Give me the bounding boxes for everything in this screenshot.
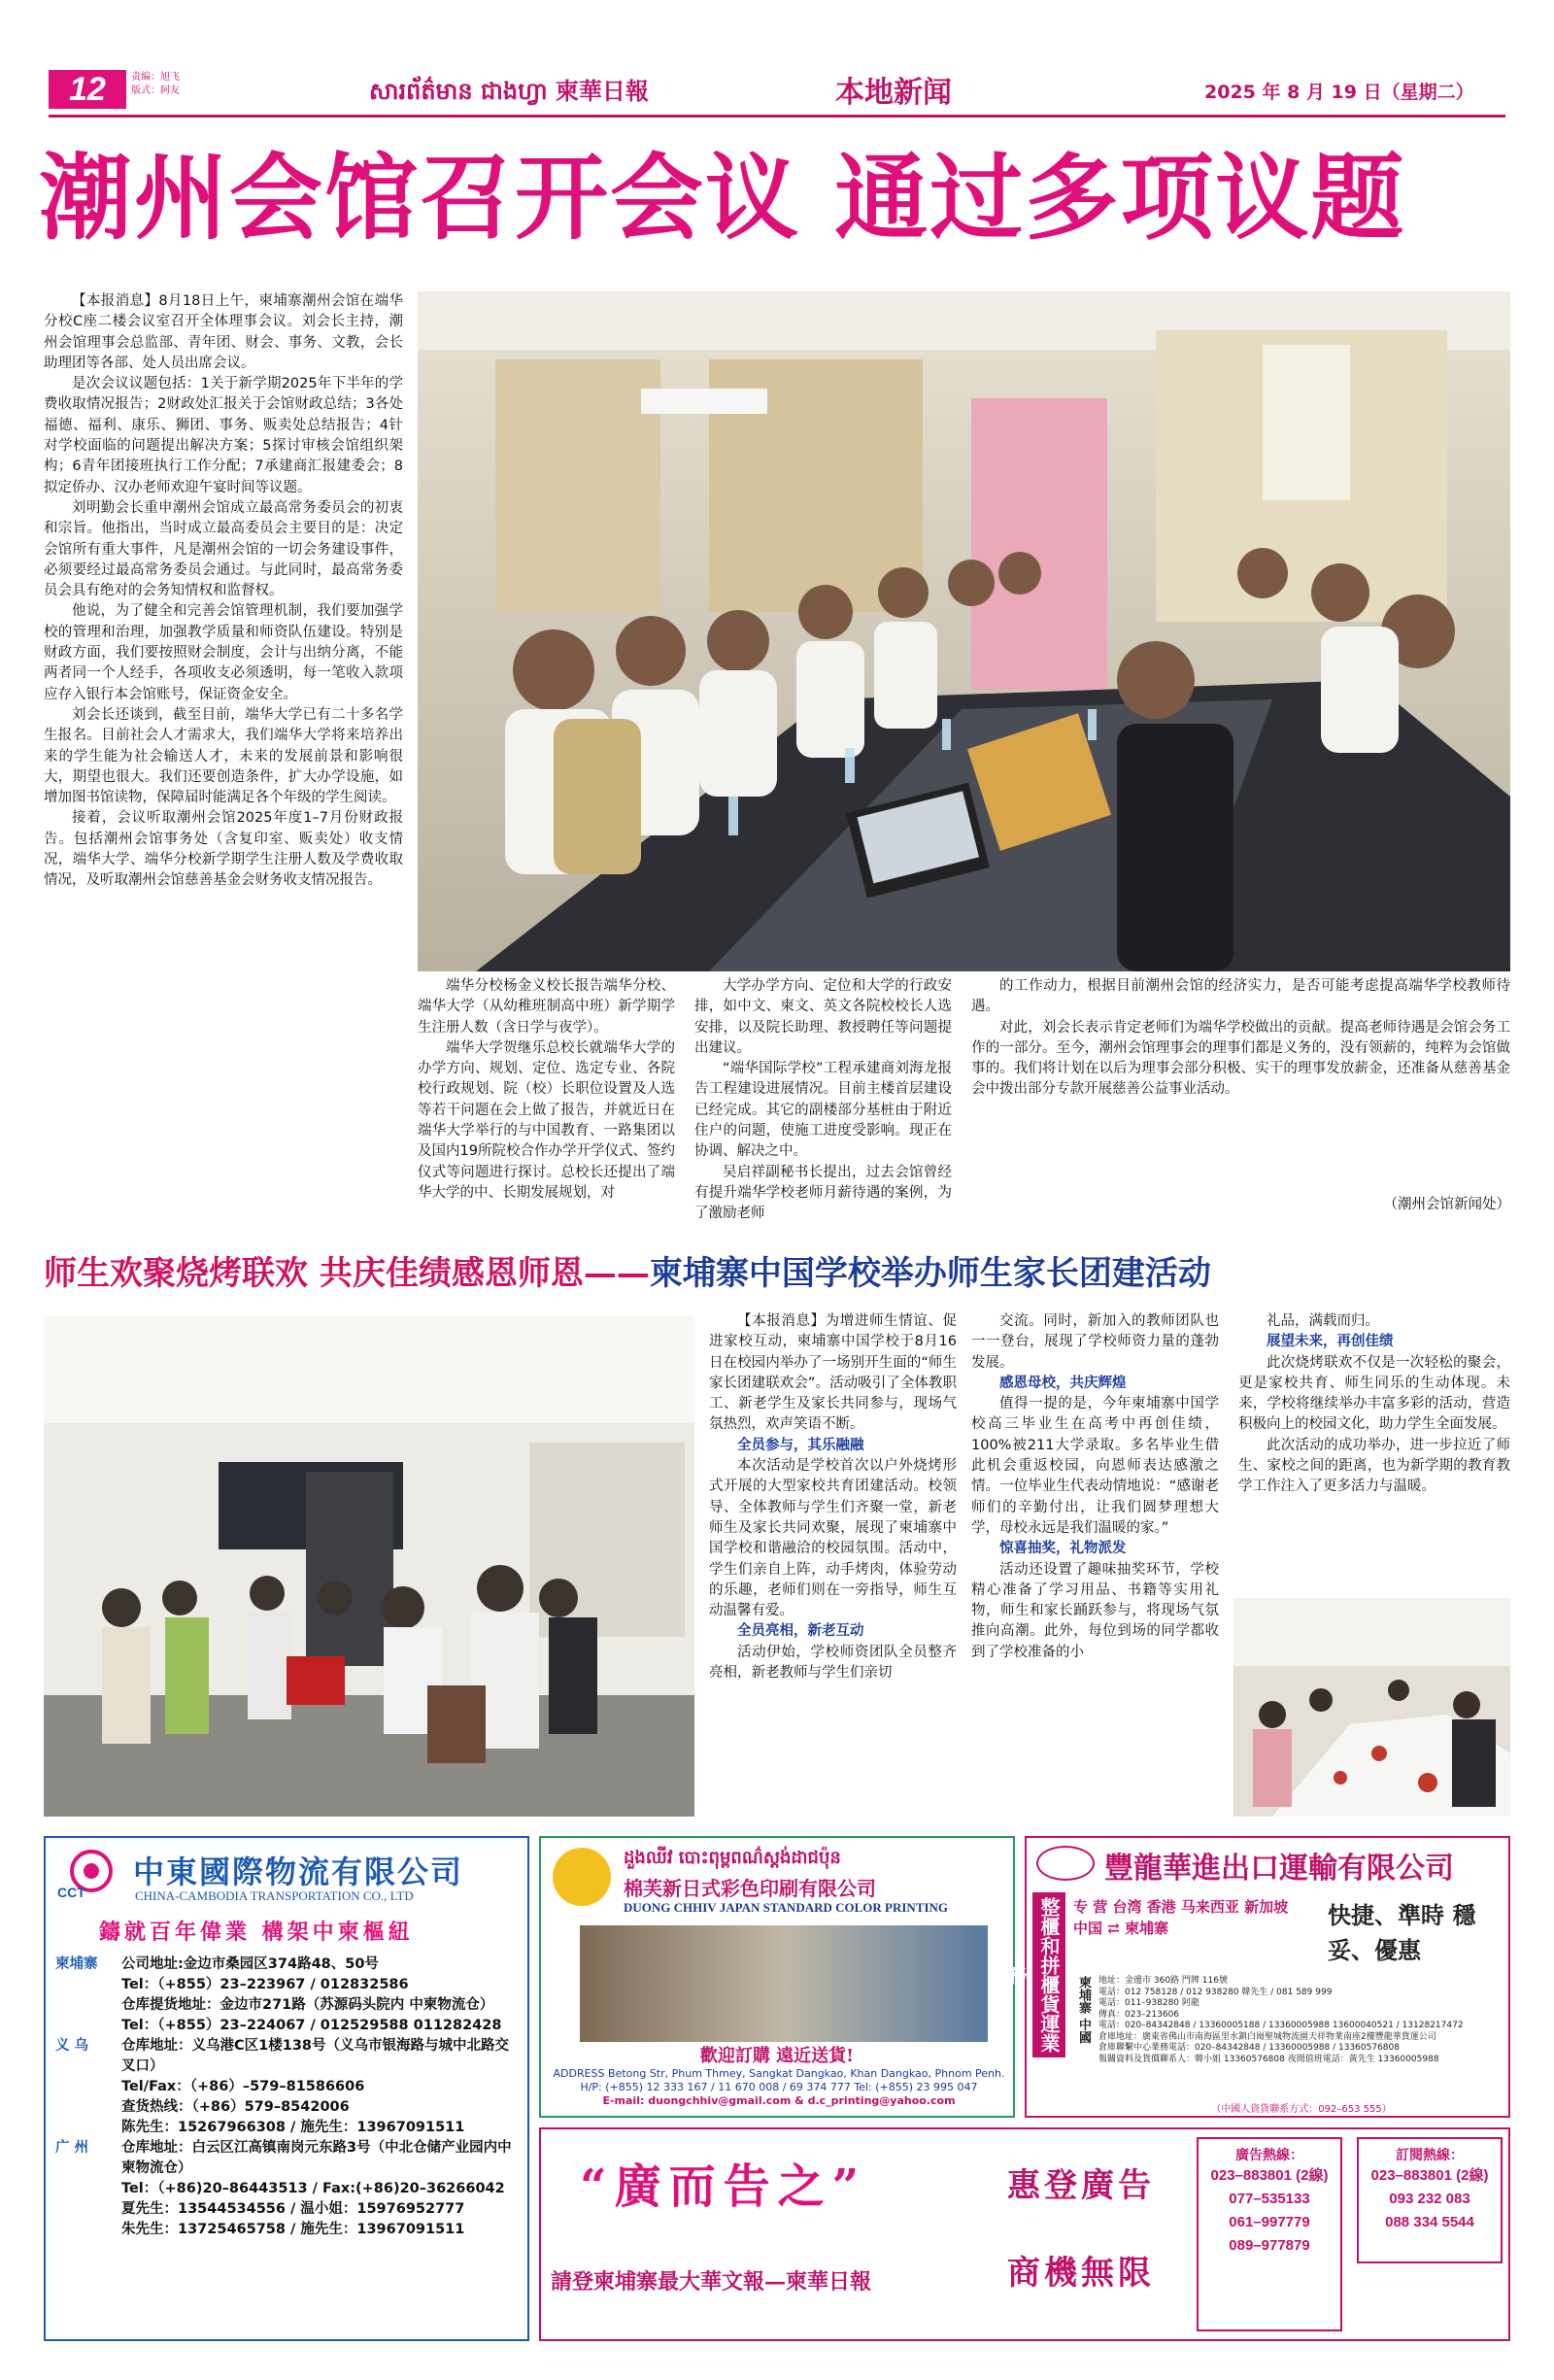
fenglong-line: 倉庫地址：廣東省佛山市南海區里水鎮白崗聖城物流園天祥物業南座2樓豐龍華貨運公司 (1098, 2031, 1436, 2042)
article2-headline (44, 1246, 1211, 1294)
paragraph: 端华分校杨金义校长报告端华分校、端华大学（从幼稚班制高中班）新学期学生注册人数（含日学与夜学）。 (418, 978, 675, 1036)
cct-region (55, 2016, 121, 2036)
subscribe-title: 訂閱熱線： (1396, 2148, 1464, 2163)
ad-cct (44, 1836, 529, 2341)
cct-region: 柬埔寨 (55, 1956, 98, 1972)
paragraph: 本次活动是学校首次以户外烧烤形式开展的大型家校共育团建活动。校领导、全体教师与学生们齐聚一堂，新老师生及家长共同欢聚，展现了柬埔寨中国学校和谐融洽的校园氛围。活动中，学生们亲自上阵，动手烤肉，体验劳动的乐趣，老师们则在一旁指导，师生互动温馨有爱。 (709, 1458, 957, 1619)
printing-email: E-mail: duongchhiv@gmail.com & d.c_printing@yahoo.com (602, 2094, 956, 2107)
subheading: 全员亮相，新老互动 (737, 1623, 864, 1640)
headline-red: 师生欢聚烧烤联欢 共庆佳绩感恩师恩—— (44, 1254, 650, 1293)
cct-region (55, 2097, 121, 2118)
article1-headline: 潮州会馆召开会议 通过多项议题 (39, 144, 1406, 253)
paragraph: 刘会长还谈到，截至目前，端华大学已有二十多名学生报名。目前社会人才需求大，我们端华大学将来培养出来的学生能为社会输送人才，未来的发展前景和影响很大，期望也很大。我们还要创造条件，扩大办学设施，如增加图书馆读物，保障届时能满足各个年级的学生阅读。 (44, 706, 403, 806)
cct-region (55, 2077, 121, 2097)
house-mid1: 惠登廣告 (1007, 2166, 1155, 2205)
page-number: 12 (49, 70, 126, 109)
house-hotline-box (1197, 2137, 1342, 2331)
header-rule (49, 115, 1505, 118)
hotline-number: 077–535133 (1229, 2191, 1310, 2207)
cct-slogan: 鑄就百年偉業 構架中柬樞紐 (99, 1920, 414, 1945)
subscribe-number: 093 232 083 (1389, 2191, 1470, 2207)
article1-col4 (971, 976, 1510, 1101)
article2-col2 (971, 1311, 1219, 1663)
article2-col3 (1238, 1311, 1510, 1498)
paragraph: 大学办学方向、定位和大学的行政安排，如中文、柬文、英文各院校校长人选安排，以及院长助理、教授聘任等问题提出建议。 (694, 978, 952, 1056)
fenglong-line: 電話：012 758128 / 012 938280 韓先生 / 081 589 999 (1098, 1987, 1333, 1997)
house-big: “廣而告之” (580, 2159, 867, 2214)
cct-contact-row (55, 1975, 522, 1995)
issue-date: 2025 年 8 月 19 日（星期二） (1204, 82, 1474, 103)
paragraph: 活动伊始，学校师资团队全员整齐亮相，新老教师与学生们亲切 (709, 1644, 957, 1682)
cct-logo-text: CCT (57, 1885, 85, 1900)
fenglong-line: 電話：020–84342848 / 13360005188 / 13360005988 13600040521 / 13128217472 (1098, 2021, 1464, 2030)
fenglong-logo-icon (1036, 1846, 1095, 1881)
printing-en: DUONG CHHIV JAPAN STANDARD COLOR PRINTING (624, 1900, 949, 1915)
subheading: 展望未来，再创佳绩 (1267, 1334, 1394, 1350)
cct-contact-row (55, 2118, 522, 2138)
article2-col1 (709, 1311, 957, 1683)
ad-house (539, 2127, 1510, 2341)
article1-credit: （潮州会馆新闻处） (1383, 1197, 1510, 1212)
cct-contact: 陈先生：15267966308 / 施先生：13967091511 (121, 2120, 465, 2135)
article2-bbq-photo (44, 1316, 694, 1817)
fenglong-routes: 专 营 台湾 香港 马来西亚 新加坡 中国 ⇄ 柬埔寨 (1073, 1898, 1289, 1937)
printing-photo (580, 1925, 988, 2042)
fenglong-vside: 柬埔寨 中國 (1076, 1976, 1091, 2044)
cct-contact: 仓库提货地址：金边市271路（苏源码头院内 中柬物流仓） (121, 1997, 494, 2013)
paragraph: 对此，刘会长表示肯定老师们为端华学校做出的贡献。提高老师待遇是会馆会务工作的一部分。至今，潮州会馆理事会的理事们都是义务的，没有领薪的，纯粹为会馆做事的。我们将计划在以后为理事会部分积极、实干的理事发放薪金，还准备从慈善基金会中拨出部分专款开展慈善公益事业活动。 (971, 1019, 1510, 1098)
paragraph: “端华国际学校”工程承建商刘海龙报告工程建设进展情况。目前主楼首层建设已经完成。其它的副楼部分基桩由于附近住户的问题，使施工进度受影响。现正在协调、解决之中。 (694, 1061, 952, 1160)
section-title: 本地新闻 (835, 76, 952, 110)
article2-dinner-photo (1233, 1598, 1510, 1817)
printing-zh: 棉芙新日式彩色印刷有限公司 (624, 1877, 876, 1900)
ad-printing (539, 1836, 1015, 2118)
house-sub: 請登柬埔寨最大華文報—柬華日報 (551, 2269, 872, 2295)
hotline-number: 023–883801 (2線) (1210, 2167, 1329, 2184)
printing-phone: H/P: (+855) 12 333 167 / 11 670 008 / 69 374 777 Tel: (+855) 23 995 047 (580, 2081, 978, 2093)
paragraph: 【本报消息】8月18日上午，柬埔寨潮州会馆在端华分校C座二楼会议室召开全体理事会议。刘会长主持，潮州会馆理事会总监部、青年团、财会、事务、文教，会长助理团等各部、处人员出席会议。 (44, 293, 403, 371)
headline-blue: 柬埔寨中国学校举办师生家长团建活动 (649, 1254, 1211, 1293)
cct-contact: 夏先生：13544534556 / 温小姐：15976952777 (121, 2201, 465, 2217)
fenglong-line: 地址：金邊市 360路 門牌 116號 (1098, 1976, 1228, 1986)
paragraph: 刘明勤会长重申潮州会馆成立最高常务委员会的初衷和宗旨。他指出，当时成立最高委员会主要目的是：决定会馆所有重大事件，凡是潮州会馆的一切会务建设事件，必须要经过最高常务委员会通过。与此同时，最高常务委员会具有绝对的会务知情权和监督权。 (44, 499, 403, 599)
article1-col1 (44, 291, 403, 892)
article1-col3 (694, 976, 952, 1225)
cct-contacts (55, 1955, 522, 2240)
hotline-title: 廣告熱線： (1235, 2148, 1303, 2163)
cct-name: 中東國際物流有限公司 (133, 1853, 464, 1890)
layout-line: 版式：阿友 (131, 85, 180, 96)
cct-contact: 公司地址:金边市桑园区374路48、50号 (121, 1956, 379, 1972)
editor-line: 责编：旭飞 (131, 72, 180, 83)
cct-name-en: CHINA-CAMBODIA TRANSPORTATION CO., LTD (135, 1888, 414, 1903)
subheading: 全员参与，其乐融融 (737, 1437, 864, 1453)
cct-contact: 朱先生：13725465758 / 施先生：13967091511 (121, 2222, 465, 2237)
cct-region (55, 2179, 121, 2199)
cct-contact: Tel：（+86)20–86443513 / Fax:(+86)20–36266042 (121, 2181, 505, 2196)
paragraph: 礼品，满载而归。 (1267, 1313, 1379, 1329)
cct-contact-row (55, 2036, 522, 2077)
paragraph: 的工作动力，根据目前潮州会馆的经济实力，是否可能考虑提高端华学校教师待遇。 (971, 978, 1510, 1015)
cct-contact-row (55, 2199, 522, 2220)
fenglong-line: 電話：011–938280 阿龍 (1098, 1998, 1199, 2008)
cct-contact: Tel/Fax：（+86）–579–81586606 (121, 2079, 365, 2094)
cct-contact: 查货热线：（+86）579–8542006 (121, 2099, 350, 2115)
cct-region (55, 1975, 121, 1995)
fenglong-line: 報關資料及貨價聯系人：韓小姐 13360576808 夜間值班電話：黃先生 13360005988 (1098, 2054, 1439, 2064)
hotline-number: 061–997779 (1229, 2214, 1310, 2230)
cct-region (55, 2220, 121, 2240)
article1-meeting-photo (418, 291, 1510, 971)
cct-region (55, 1995, 121, 2016)
fenglong-note: （中國人資貨聯系方式：092–653 555） (1211, 2104, 1392, 2115)
printing-welcome: 歡迎訂購 遠近送貨! (699, 2046, 855, 2066)
ad-fenglong (1004, 1836, 1510, 2118)
cct-contact-row (55, 2097, 522, 2118)
cct-contact-row (55, 1995, 522, 2016)
paragraph: 【本报消息】为增进师生情谊、促进家校互动，柬埔寨中国学校于8月16日在校园内举办了一场别开生面的“师生家长团建联欢会”。活动吸引了全体教职工、新老学生及家长共同参与，现场气氛热烈，欢声笑语不断。 (709, 1313, 957, 1433)
cct-contact-row (55, 2138, 522, 2179)
subscribe-number: 023–883801 (2線) (1370, 2167, 1489, 2184)
cct-contact: 仓库地址：义乌港C区1楼138号（义乌市银海路与城中北路交叉口） (121, 2038, 509, 2074)
paragraph: 接着，会议听取潮州会馆2025年度1–7月份财政报告。包括潮州会馆事务处（含复印室、贩卖处）收支情况，端华大学、端华分校新学期学生注册人数及学费收取情况，及听取潮州会馆慈善基金会财务收支情况报告。 (44, 810, 403, 889)
fenglong-side: 整櫃和拼櫃貨運業務 (1032, 1892, 1065, 2057)
paragraph: 是次会议议题包括：1关于新学期2025年下半年的学费收取情况报告；2财政处汇报关于会馆财政总结；3各处福德、福利、康乐、狮团、事务、贩卖处总结报告；4针对学校面临的问题提出解决方案；5探讨审核会馆组织架构；6青年团接班执行工作分配；7承建商汇报建委会；8拟定侨办、汉办老师欢迎午宴时间等议题。 (44, 376, 403, 495)
cct-contact-row (55, 2016, 522, 2036)
fenglong-name: 豐龍華進出口運輸有限公司 (1104, 1852, 1454, 1886)
cct-contact-row (55, 2077, 522, 2097)
subscribe-number: 088 334 5544 (1385, 2214, 1474, 2230)
cct-region (55, 2118, 121, 2138)
paragraph: 值得一提的是，今年柬埔寨中国学校高三毕业生在高考中再创佳绩，100%被211大学录取。多名毕业生借此机会重返校园，向恩师表达感激之情。一位毕业生代表动情地说：“感谢老师们的辛勤付出，让我们圆梦理想大学，母校永远是我们温暖的家。” (971, 1396, 1219, 1536)
cct-region: 义 乌 (55, 2038, 89, 2054)
hotline-number: 089–977879 (1229, 2237, 1310, 2254)
cct-contact: Tel：（+855）23–224067 / 012529588 011282428 (121, 2018, 502, 2033)
paragraph: 交流。同时，新加入的教师团队也一一登台，展现了学校师资力量的蓬勃发展。 (971, 1313, 1219, 1371)
cct-contact: 仓库地址：白云区江高镇南岗元东路3号（中北仓储产业园内中柬物流仓） (121, 2140, 512, 2176)
fenglong-line: 倉庫聯繫中心業務電話：020–84342848 / 13360005988 / 13360576808 (1098, 2043, 1400, 2053)
paragraph: 吴启祥副秘书长提出，过去会馆曾经有提升端华学校老师月薪待遇的案例，为了激励老师 (694, 1164, 952, 1222)
article1-col2 (418, 976, 675, 1204)
printing-address: ADDRESS Betong Str, Phum Thmey, Sangkat Dangkao, Khan Dangkao, Phnom Penh. (553, 2067, 1005, 2080)
subheading: 感恩母校，共庆辉煌 (999, 1375, 1127, 1391)
cct-contact: Tel：（+855）23–223967 / 012832586 (121, 1977, 409, 1992)
printing-logo-icon (553, 1848, 611, 1906)
cct-region: 广 州 (55, 2140, 89, 2156)
paragraph: 端华大学贺继乐总校长就端华大学的办学方向、规划、定位、选定专业、各院校行政规划、院（校）长职位设置及人选等若干问题在会上做了报告，并就近日在端华大学举行的与中国教育、一路集团以及国内19所院校合作办学开学仪式、签约仪式等问题进行探讨。总校长还提出了端华大学的中、长期发展规划，对 (418, 1039, 675, 1201)
fenglong-line: 傳真：023–213606 (1098, 2009, 1180, 2020)
subheading: 惊喜抽奖，礼物派发 (999, 1541, 1127, 1557)
paragraph: 他说，为了健全和完善会馆管理机制，我们要加强学校的管理和治理，加强教学质量和师资队伍建设。特别是财政方面，我们要按照财会制度，会计与出纳分离，不能两者同一个人经手，各项收支必须透明，每一笔收入款项应存入银行本会馆账号，保证资金安全。 (44, 603, 403, 702)
house-mid2: 商機無限 (1007, 2254, 1155, 2293)
masthead: សារព័ត៌មាន ជាងហ្វា 柬華日報 (369, 77, 649, 105)
cct-contact-row (55, 2220, 522, 2240)
paragraph: 此次烧烤联欢不仅是一次轻松的聚会，更是家校共育、师生同乐的生动体现。未来，学校将继续举办丰富多彩的活动，营造积极向上的校园文化，助力学生全面发展。 (1238, 1354, 1510, 1433)
cct-region (55, 2199, 121, 2220)
fenglong-details (1098, 1976, 1504, 2065)
fenglong-tags: 快捷、準時 穩妥、優惠 (1328, 1901, 1476, 1964)
cct-contact-row (55, 2179, 522, 2199)
editor-credits (131, 71, 180, 98)
house-subscribe-box (1357, 2137, 1503, 2263)
paragraph: 此次活动的成功举办，进一步拉近了师生、家校之间的距离，也为新学期的教育教学工作注入了更多活力与温暖。 (1238, 1437, 1510, 1495)
cct-contact-row (55, 1955, 522, 1975)
paragraph: 活动还设置了趣味抽奖环节，学校精心准备了学习用品、书籍等实用礼物，师生和家长踊跃参与，将现场气氛推向高潮。此外，每位到场的同学都收到了学校准备的小 (971, 1561, 1219, 1660)
printing-kh: ដួងឈីវ បោះពុម្ពពណ៌ស្តង់ដាជប៉ុន (624, 1848, 841, 1868)
